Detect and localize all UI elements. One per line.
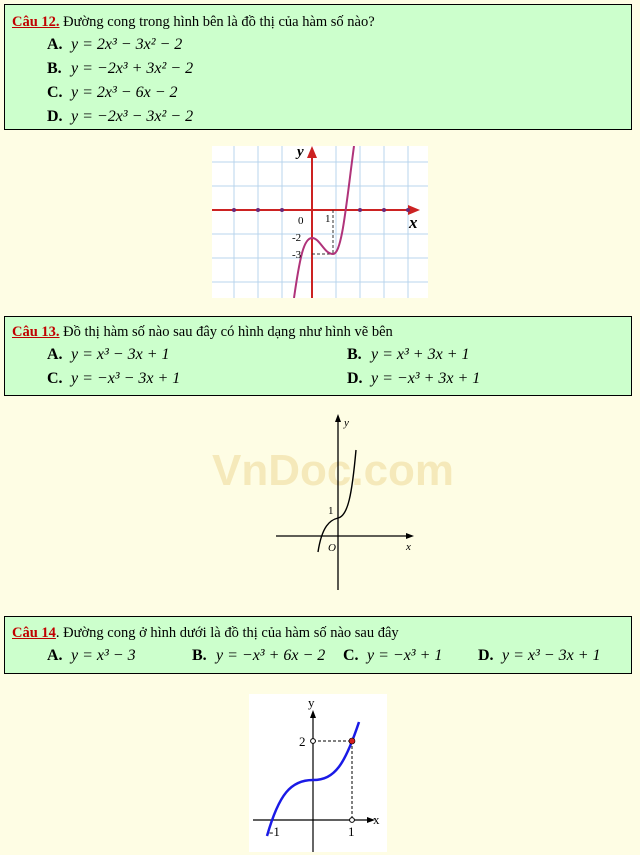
q14-graph <box>249 694 387 852</box>
question-12-title <box>12 13 375 31</box>
watermark: VnDoc.com <box>212 446 455 495</box>
q14-x-label: x <box>373 812 380 827</box>
q14-y-label: y <box>308 695 315 710</box>
q14-option-c[interactable]: C. y = −x³ + 1 <box>343 647 443 664</box>
q14-option-b[interactable]: B. y = −x³ + 6x − 2 <box>192 647 326 664</box>
q13-graph <box>272 414 422 594</box>
q14-option-d[interactable]: D. y = x³ − 3x + 1 <box>478 647 601 664</box>
q13-option-d[interactable]: D. y = −x³ + 3x + 1 <box>347 370 481 387</box>
q13-y-label: y <box>344 417 349 429</box>
q12-option-a[interactable]: A. y = 2x³ − 3x² − 2 <box>47 36 183 53</box>
question-14-text: . Đường cong ở hình dưới là đồ thị của hàm số nào sau đây <box>55 625 399 641</box>
question-13-number: Câu 13. <box>12 324 60 340</box>
q12-y-label: y <box>297 146 304 160</box>
q13-option-b[interactable]: B. y = x³ + 3x + 1 <box>347 346 470 363</box>
question-14-number: Câu 14 <box>12 625 56 641</box>
q13-option-c[interactable]: C. y = −x³ − 3x + 1 <box>47 370 181 387</box>
q14-tick-m1: -1 <box>269 824 280 839</box>
q12-origin-label: 0 <box>298 215 304 227</box>
q12-tick-m2: -2 <box>292 232 302 244</box>
question-12-text: Đường cong trong hình bên là đồ thị của hàm số nào? <box>63 14 375 30</box>
q13-curve <box>318 450 356 552</box>
q13-x-label: x <box>406 541 411 553</box>
question-14-title <box>12 624 399 642</box>
q14-tick-2: 2 <box>299 734 306 749</box>
q14-option-a[interactable]: A. y = x³ − 3 <box>47 647 136 664</box>
question-13-text: Đồ thị hàm số nào sau đây có hình dạng như hình vẽ bên <box>63 324 393 340</box>
question-12-number: Câu 12. <box>12 14 60 30</box>
q13-option-a[interactable]: A. y = x³ − 3x + 1 <box>47 346 170 363</box>
q12-tick-1: 1 <box>325 213 331 225</box>
q13-origin-label: O <box>328 542 336 554</box>
q12-x-label: x <box>409 213 418 232</box>
question-13-title <box>12 323 393 341</box>
q12-option-b[interactable]: B. y = −2x³ + 3x² − 2 <box>47 60 194 77</box>
q13-tick-1: 1 <box>328 505 334 517</box>
q14-point-1-2 <box>349 738 355 744</box>
q12-graph <box>212 146 428 298</box>
q12-option-c[interactable]: C. y = 2x³ − 6x − 2 <box>47 84 178 101</box>
q12-option-d[interactable]: D. y = −2x³ − 3x² − 2 <box>47 108 194 125</box>
q14-tick-1: 1 <box>348 824 355 839</box>
q12-tick-m3: -3 <box>292 249 302 261</box>
